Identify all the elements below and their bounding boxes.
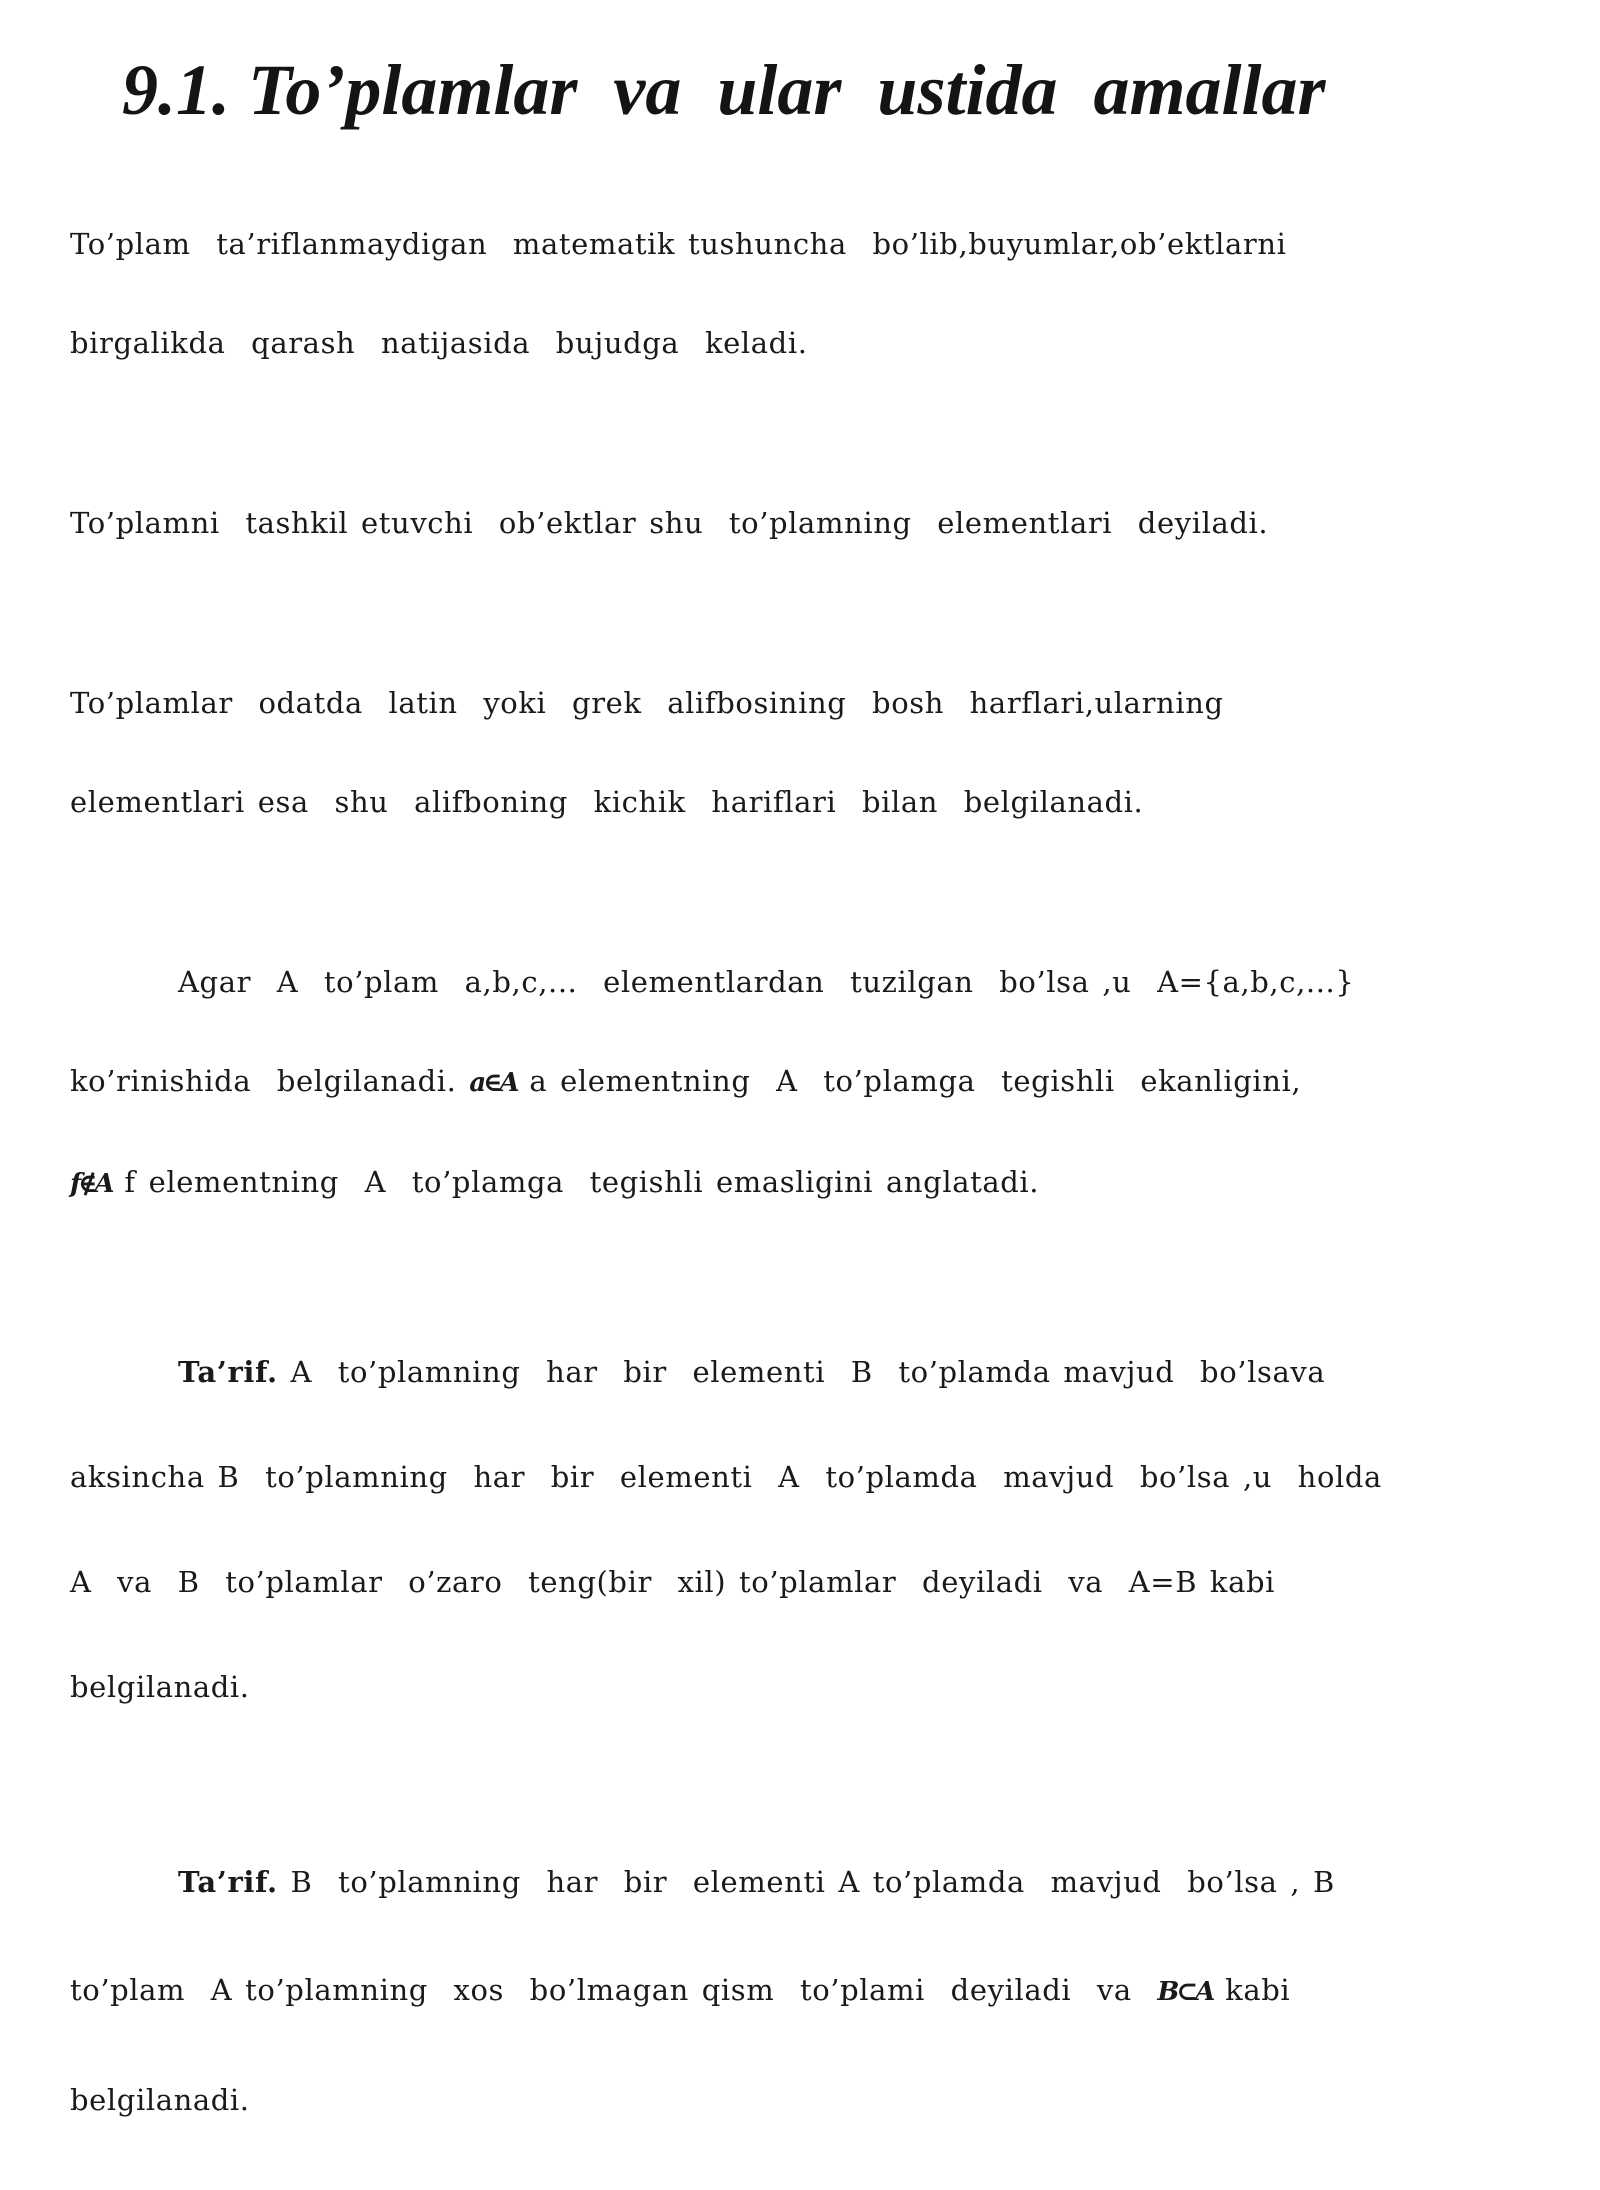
slide-body: [70, 162, 1540, 2190]
definition-label: Ta’rif.: [178, 1355, 278, 1389]
text-fragment: f elementning A to’plamga tegishli emasligini anglatadi.: [111, 1165, 1040, 1199]
paragraph-elements: [70, 441, 1540, 606]
text-line: belgilanadi.: [70, 1670, 250, 1704]
text-line: To’plam ta’riflanmaydigan matematik tushuncha bo’lib,buyumlar,ob’ektlarni: [70, 227, 1287, 261]
text-fragment: B to’plamning har bir elementi A to’plamda mavjud bo’lsa , B: [277, 1865, 1335, 1899]
text-line: elementlari esa shu alifboning kichik hariflari bilan belgilanadi.: [70, 785, 1144, 819]
non-membership-symbol: f∉A: [70, 1169, 112, 1199]
paragraph-equality-definition: [70, 1285, 1540, 1775]
text-line: [70, 1166, 1540, 1201]
text-fragment: kabi: [1212, 1973, 1291, 2007]
text-line: A va B to’plamlar o’zaro teng(bir xil) to’plamlar deyiladi va A=B kabi: [70, 1565, 1276, 1599]
text-line: birgalikda qarash natijasida bujudga keladi.: [70, 326, 808, 360]
definition-label: Ta’rif.: [178, 1865, 278, 1899]
text-fragment: A to’plamning har bir elementi B to’plamda mavjud bo’lsava: [277, 1355, 1326, 1389]
paragraph-notation: [70, 621, 1540, 885]
text-line: To’plamlar odatda latin yoki grek alifbosining bosh harflari,ularning: [70, 686, 1224, 720]
membership-symbol: a∈A: [469, 1068, 517, 1098]
paragraph-membership: [70, 900, 1540, 1267]
text-line: [70, 1864, 1540, 1900]
slide-title: 9.1. To’plamlar va ular ustida amallar: [122, 50, 1326, 130]
text-fragment: to’plam A to’plamning xos bo’lmagan qism to’plami deyiladi va: [70, 1973, 1158, 2007]
text-fragment: a elementning A to’plamga tegishli ekanligini,: [516, 1064, 1302, 1098]
text-line: [70, 1972, 1540, 2010]
text-fragment: ko’rinishida belgilanadi.: [70, 1064, 470, 1098]
subset-symbol: B⊂A: [1157, 1977, 1213, 2007]
text-line: [70, 1355, 1540, 1390]
text-line: aksincha B to’plamning har bir elementi A to’plamda mavjud bo’lsa ,u holda: [70, 1460, 1382, 1494]
text-line: belgilanadi.: [70, 2083, 250, 2117]
text-line: Agar A to’plam a,b,c,... elementlardan tuzilgan bo’lsa ,u A={a,b,c,...}: [178, 965, 1355, 999]
paragraph-subset-definition: [70, 1792, 1540, 2190]
text-line: To’plamni tashkil etuvchi ob’ektlar shu to’plamning elementlari deyiladi.: [70, 506, 1269, 540]
text-line: [70, 1065, 1540, 1100]
paragraph-definition-set: [70, 162, 1540, 426]
